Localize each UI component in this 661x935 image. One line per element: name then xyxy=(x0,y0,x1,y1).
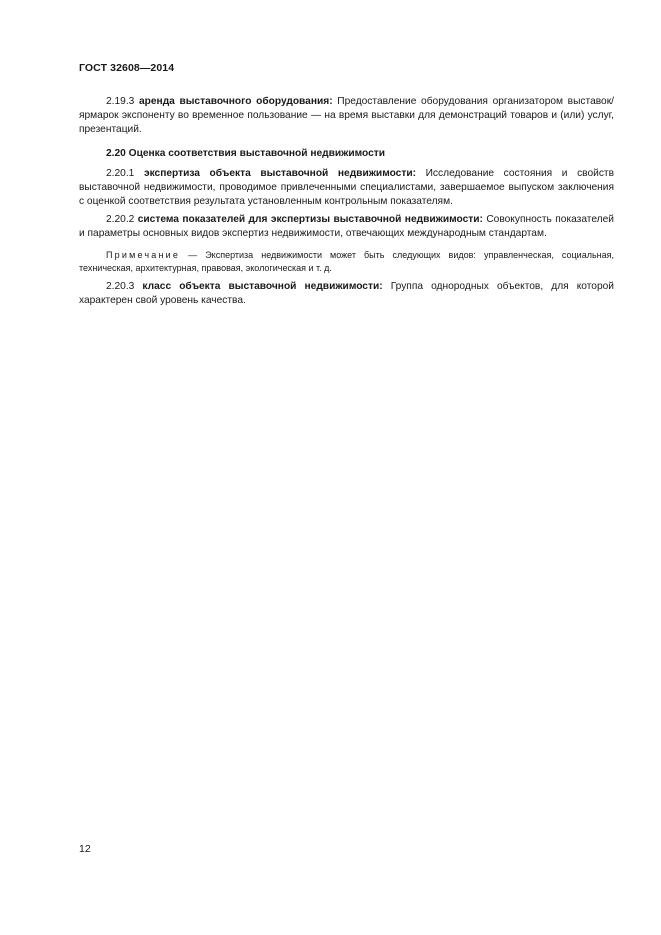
clause-number: 2.19.3 xyxy=(106,96,135,107)
note-text: — Экспертиза недвижимости может быть следующих видов: управленческая, социальная, техническая, архитектурная, правовая, экологическая и т. д. xyxy=(79,250,614,273)
clause-term: аренда выставочного оборудования: xyxy=(138,96,333,107)
section-heading-2-20: 2.20 Оценка соответствия выставочной недвижимости xyxy=(106,148,386,159)
clause-2-20-2 xyxy=(79,213,614,241)
note xyxy=(79,249,614,274)
note-label: Примечание xyxy=(106,250,181,260)
document-body xyxy=(79,95,614,308)
clause-term: система показателей для экспертизы выставочной недвижимости: xyxy=(137,214,483,225)
clause-number: 2.20.2 xyxy=(106,214,135,225)
clause-2-20-1 xyxy=(79,167,614,209)
clause-2-20-3 xyxy=(79,280,614,308)
clause-text: Группа однородных объектов, для которой характерен свой уровень качества. xyxy=(79,281,614,306)
document-header: ГОСТ 32608—2014 xyxy=(79,62,175,74)
clause-text: Совокупность показателей и параметры основных видов экспертиз недвижимости, отвечающих международным стандартам. xyxy=(79,214,614,239)
page-number: 12 xyxy=(79,843,91,855)
clause-text: Предоставление оборудования организатором выставок/ярмарок экспоненту во временное пользование — на время выставки для демонстраций товаров и (или) услуг, презентаций. xyxy=(79,96,614,135)
clause-term: экспертиза объекта выставочной недвижимости: xyxy=(143,168,416,179)
clause-2-19-3 xyxy=(79,95,614,137)
clause-text: Исследование состояния и свойств выставочной недвижимости, проводимое привлеченными специалистами, завершаемое выпуском заключения с оценкой соответствия результата установленным контрольным показателям. xyxy=(79,168,614,207)
clause-term: класс объекта выставочной недвижимости: xyxy=(142,281,383,292)
clause-number: 2.20.1 xyxy=(106,168,135,179)
clause-number: 2.20.3 xyxy=(106,281,135,292)
